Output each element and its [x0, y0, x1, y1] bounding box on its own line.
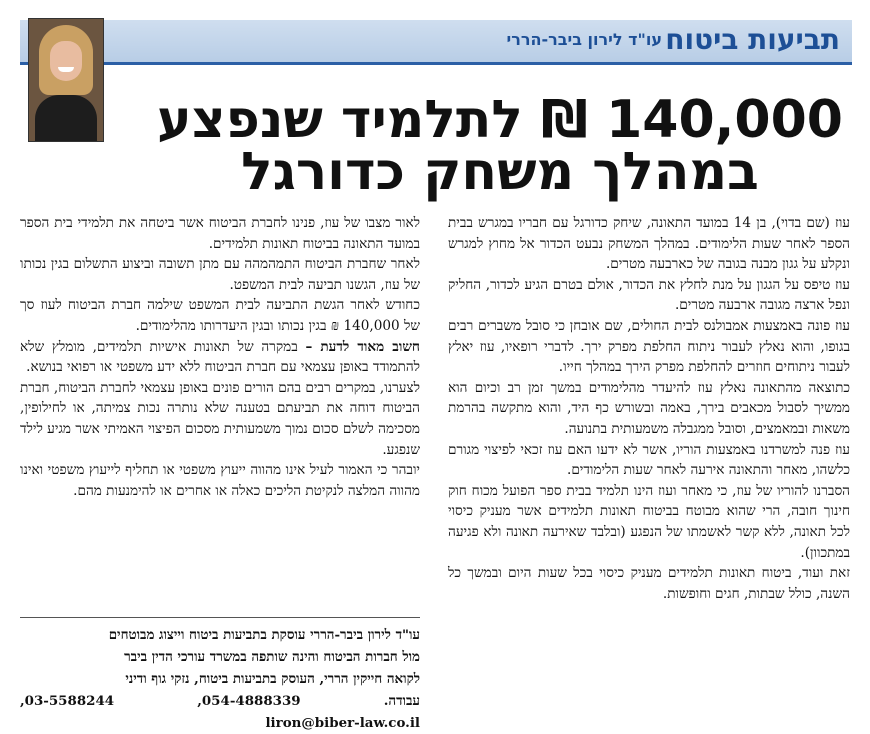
disclaimer: יובהר כי האמור לעיל אינו מהווה ייעוץ משפטי או תחליף לייעוץ משפטי ואינו מהווה המלצה לנקיטת הליכים כאלה או אחרים או להימנעות מהם. [20, 462, 420, 499]
section-header-bar [20, 20, 852, 65]
author-bio [20, 624, 420, 734]
author-byline: עו"ד לירון ביבר-הררי [506, 30, 662, 49]
paragraph: כחודש לאחר הגשת התביעה לבית המשפט שילמה חברת הביטוח לעוז סך של 140,000 ₪ בגין נכותו ובגין היעדרותו מהלימודים. [20, 297, 420, 334]
paragraph: לאחר שחברת הביטוח התמהמהה עם מתן תשובה וביצוע התשלום בגין נכותו של עוז, הגשנו תביעה לבית המשפט. [20, 256, 420, 293]
paragraph: עוז טיפס על הגגון על מנת לחלץ את הכדור, אולם בטרם הגיע לכדור, החליק ונפל ארצה מגובה ארבעה מטרים. [448, 276, 850, 314]
bio-line: עו"ד לירון ביבר-הררי עוסקת בתביעות ביטוח וייצוג מבוטחים [108, 627, 420, 643]
headline-line-1: 140,000 ₪ לתלמיד שנפצע [157, 90, 843, 150]
bio-line: לקואה חייקין הררי, העוסק בתביעות ביטוח, נזקי גוף ודיני [125, 671, 420, 687]
author-portrait-icon [28, 18, 104, 142]
paragraph: לצערנו, במקרים רבים בהם הורים פונים באופן עצמאי לחברת הביטוח, חברת הביטוח דוחה את תביעתם בטענה שלא נותרה נכות צמיתה, או לחילופין, מסכימה לשלם סכום נמוך משמעותית מסכום הפיצוי האמיתי אשר מגיע לילד שנפגע. [20, 379, 420, 458]
paragraph: עוז פונה באמצעות אמבולנס לבית החולים, שם אובחן כי סובל משברים רבים בגופו, והוא נאלץ לעבור ניתוח החלפת מפרק ירך. לדברי רופאיו, עוז יאלץ לעבור ניתוחים חוזרים להחלפת מפרק הירך במהלך חייו. [448, 317, 850, 376]
contact-phones: 03-5588244 ,054-4888339 [24, 693, 301, 709]
contact-email[interactable]: liron@biber-law.co.il [265, 715, 420, 731]
article-column-right [448, 213, 850, 604]
important-note [20, 337, 420, 378]
bio-line: עבודה. 03-5588244 ,054-4888339, liron@biber-law.co.il [20, 693, 420, 731]
bio-line: מול חברות הביטוח והינה שותפה במשרד עורכי הדין ביבר [124, 649, 420, 665]
important-label: חשוב מאוד לדעת – [305, 338, 420, 355]
important-text: במקרה של תאונות אישיות תלמידים, מומלץ שלא להתמודד באופן עצמאי עם חברת הביטוח ללא ידע משפטי או רפואי בנושא. [20, 338, 420, 376]
bio-divider [20, 617, 420, 618]
paragraph: עוז (שם בדוי), בן 14 במועד התאונה, שיחק כדורגל עם חבריו במגרש בבית הספר לאחר שעות הלימודים. במהלך המשחק נבעט הכדור אל מחוץ למגרש ונקלע על גגון מבנה בגובה של כארבעה מטרים. [448, 215, 850, 273]
headline-line-2: במהלך משחק כדורגל [241, 142, 759, 202]
section-title: תביעות ביטוח [665, 23, 840, 56]
paragraph: הסברנו להוריו של עוז, כי מאחר ועוז הינו תלמיד בבית ספר הפועל מכוח חוק חינוך חובה, הרי שהוא מבוטח בביטוח תאונות תלמידים אשר מעניק כיסוי לכל תאונה, ללא קשר לאשמתו של הנפגע (ובלבד שאירעה תאונה ולא פגיעה במתכוון). [448, 482, 850, 561]
paragraph: כתוצאה מהתאונה נאלץ עוז להיעדר מהלימודים במשך זמן רב וכיום הוא ממשיך לסבול מכאבים בירך, באמה ובשורש כף היד, והוא מתקשה בהרמת משאות ובמאמצים, וסובל ממגבלה משמעותית בתנועה. [448, 379, 850, 437]
headline [150, 90, 850, 202]
paragraph: עוז פנה למשרדנו באמצעות הוריו, אשר לא ידעו האם עוז זכאי לפיצוי מגורם כלשהו, מאחר והתאונה אירעה לאחר שעות הלימודים. [448, 441, 850, 479]
paragraph: זאת ועוד, ביטוח תאונות תלמידים מעניק כיסוי בכל שעות היום ובמשך כל השנה, כולל שבתות, חגים וחופשות. [448, 565, 850, 602]
paragraph: לאור מצבו של עוז, פנינו לחברת הביטוח אשר ביטחה את תלמידי בית הספר במועד התאונה בביטוח תאונות תלמידים. [20, 215, 420, 252]
bio-line-end: עבודה. [300, 693, 420, 709]
article-column-left [20, 213, 420, 501]
